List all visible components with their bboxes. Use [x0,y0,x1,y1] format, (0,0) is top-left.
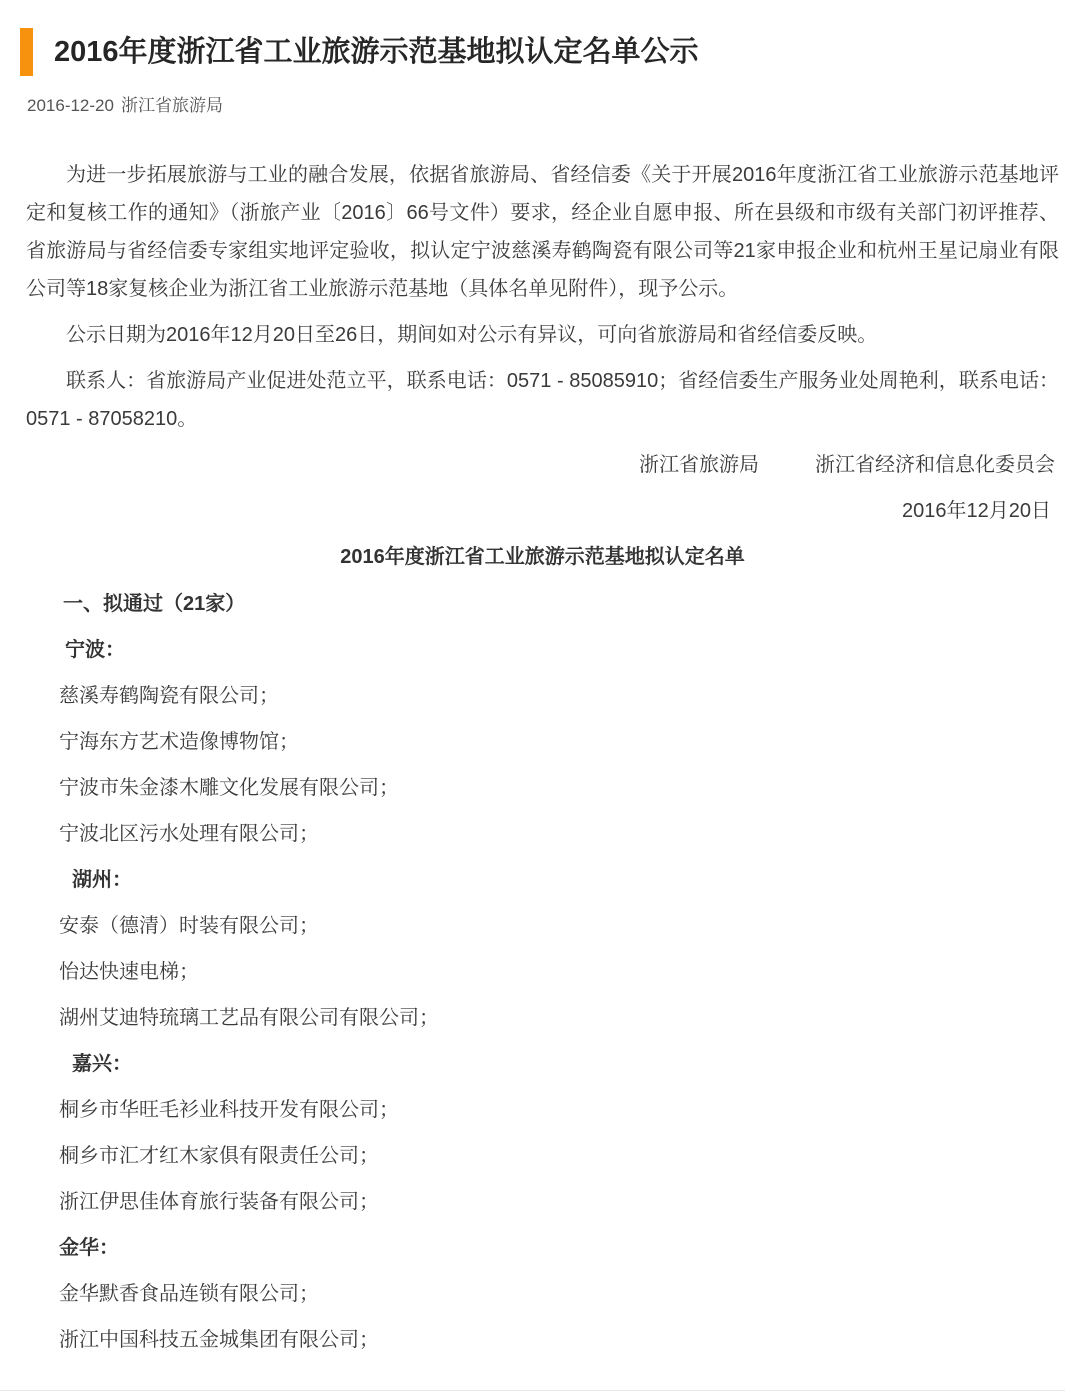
body-paragraph: 联系人：省旅游局产业促进处范立平，联系电话：0571 - 85085910；省经信委生产服务业处周艳利，联系电话：0571 - 87058210。 [26,370,1059,430]
company-item: 浙江伊思佳体育旅行装备有限公司； [59,1191,379,1213]
publish-agency: 浙江省旅游局 [120,96,223,115]
company-item: 宁海东方艺术造像博物馆； [59,731,299,753]
signature-agency: 浙江省经济和信息化委员会 [815,454,1055,476]
publish-date: 2016-12-20 [27,96,114,115]
city-header-ningbo: 宁波： [65,639,125,661]
company-item: 慈溪寿鹤陶瓷有限公司； [59,685,279,707]
city-header-huzhou: 湖州： [72,869,132,891]
company-item: 怡达快速电梯； [59,961,199,983]
city-header-jiaxing: 嘉兴： [72,1053,132,1075]
company-item: 宁波市朱金漆木雕文化发展有限公司； [59,777,399,799]
company-item: 桐乡市汇才红木家俱有限责任公司； [59,1145,379,1167]
company-item: 安泰（德清）时装有限公司； [59,915,319,937]
company-item: 桐乡市华旺毛衫业科技开发有限公司； [59,1099,399,1121]
company-item: 金华默香食品连锁有限公司； [59,1283,319,1305]
meta-line [27,94,1065,118]
section-title: 一、拟通过（21家） [63,593,246,615]
signature-date: 2016年12月20日 [902,500,1051,522]
company-item: 浙江中国科技五金城集团有限公司； [59,1329,379,1351]
body-paragraph: 公示日期为2016年12月20日至26日，期间如对公示有异议，可向省旅游局和省经信委反映。 [66,324,878,346]
document-body [26,156,1059,1359]
city-header-jinhua: 金华： [59,1237,119,1259]
signature-agencies [26,446,1059,484]
body-paragraph: 为进一步拓展旅游与工业的融合发展，依据省旅游局、省经信委《关于开展2016年度浙江省工业旅游示范基地评定和复核工作的通知》（浙旅产业〔2016〕66号文件）要求，经企业自愿申报、所在县级和市级有关部门初评推荐、省旅游局与省经信委专家组实地评定验收，拟认定宁波慈溪寿鹤陶瓷有限公司等21家申报企业和杭州王星记扇业有限公司等18家复核企业为浙江省工业旅游示范基地（具体名单见附件），现予公示。 [26,164,1059,300]
page-title: 2016年度浙江省工业旅游示范基地拟认定名单公示 [54,36,699,68]
page-header [20,28,1045,76]
signature-agency: 浙江省旅游局 [639,454,759,476]
title-accent-bar [20,28,33,76]
attachment-title: 2016年度浙江省工业旅游示范基地拟认定名单 [340,546,745,568]
company-item: 宁波北区污水处理有限公司； [59,823,319,845]
company-item: 湖州艾迪特琉璃工艺品有限公司有限公司； [59,1007,439,1029]
